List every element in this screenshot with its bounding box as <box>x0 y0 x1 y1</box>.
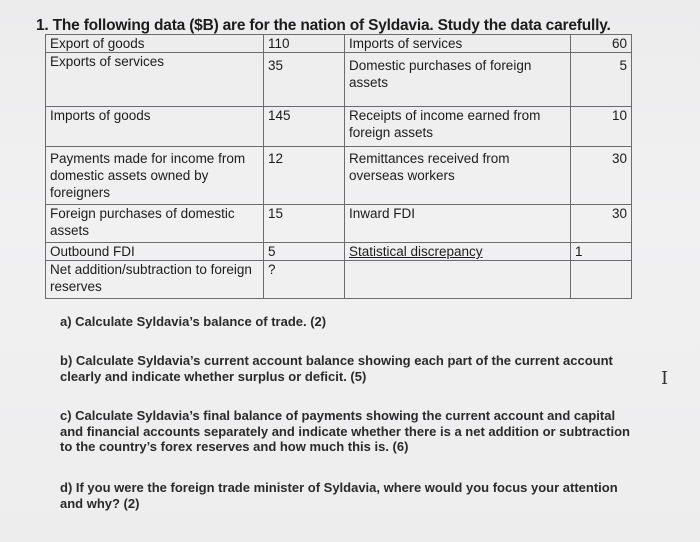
table-cell-value: 145 <box>264 107 345 147</box>
table-cell-label: Inward FDI <box>345 205 571 243</box>
table-cell-value: 60 <box>571 35 632 53</box>
table-cell-label: Domestic purchases of foreign assets <box>345 53 571 107</box>
table-cell-label: Net addition/subtraction to foreign reserves <box>46 261 264 299</box>
table-cell-label: Imports of services <box>345 35 571 53</box>
table-cell-label: Outbound FDI <box>46 243 264 261</box>
table-row <box>46 53 632 107</box>
question-b: b) Calculate Syldavia’s current account balance showing each part of the current account clearly and indicate whether surplus or deficit. (5) <box>60 353 613 384</box>
question-title: 1. The following data ($B) are for the nation of Syldavia. Study the data carefully. <box>36 17 611 34</box>
table-row <box>46 205 632 243</box>
table-cell-value: 15 <box>264 205 345 243</box>
table-row <box>46 243 632 261</box>
table-row <box>46 107 632 147</box>
table-cell-label <box>345 261 571 299</box>
table-cell-label: Exports of services <box>46 53 264 107</box>
data-table <box>45 34 632 299</box>
table-cell-label: Remittances received from overseas workers <box>345 147 571 205</box>
question-d: d) If you were the foreign trade minister of Syldavia, where would you focus your attention and why? (2) <box>60 480 618 511</box>
table-row <box>46 261 632 299</box>
table-cell-label: Receipts of income earned from foreign assets <box>345 107 571 147</box>
table-cell-label: Imports of goods <box>46 107 264 147</box>
table-cell-label: Export of goods <box>46 35 264 53</box>
table-cell-value: 12 <box>264 147 345 205</box>
table-cell-value: 110 <box>264 35 345 53</box>
table-row <box>46 35 632 53</box>
text-cursor-icon: I <box>661 368 669 389</box>
table-cell-label: Payments made for income from domestic assets owned by foreigners <box>46 147 264 205</box>
table-row <box>46 147 632 205</box>
table-cell-value: 10 <box>571 107 632 147</box>
table-cell-value <box>571 261 632 299</box>
table-cell-value: 35 <box>264 53 345 107</box>
table-cell-value: 5 <box>264 243 345 261</box>
question-a: a) Calculate Syldavia’s balance of trade. (2) <box>60 314 327 329</box>
table-cell-value: ? <box>264 261 345 299</box>
table-cell-label: Foreign purchases of domestic assets <box>46 205 264 243</box>
question-c: c) Calculate Syldavia’s final balance of payments showing the current account and capital and financial accounts separately and indicate whether there is a net addition or subtraction to the country’s forex reserves and how much this is. (6) <box>60 408 630 454</box>
table-cell-label: Statistical discrepancy <box>345 243 571 261</box>
table-cell-value: 5 <box>571 53 632 107</box>
table-cell-value: 30 <box>571 205 632 243</box>
table-cell-value: 1 <box>571 243 632 261</box>
table-cell-value: 30 <box>571 147 632 205</box>
